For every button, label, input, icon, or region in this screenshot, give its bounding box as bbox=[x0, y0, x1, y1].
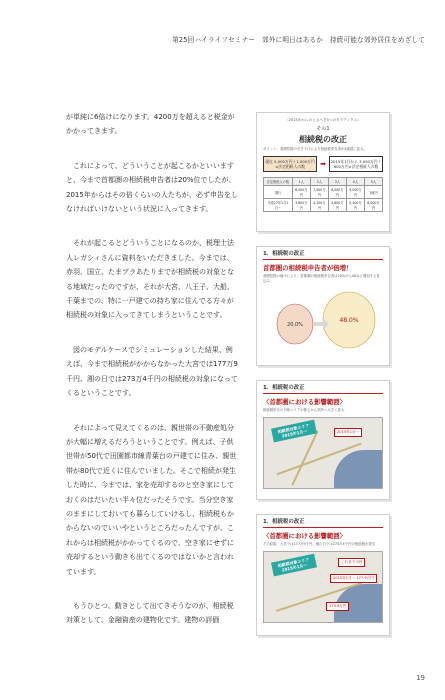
rail-line bbox=[291, 430, 318, 485]
slide-note: ポイント：基礎控除の引き下げにより相続税申告者が4割超に拡大。 bbox=[263, 147, 367, 151]
table-cell: 7,000万円 bbox=[310, 186, 328, 199]
slide-declarants-double bbox=[256, 246, 390, 366]
table-cell: 6,000万円 bbox=[364, 199, 382, 212]
current-deduction-box: 現在 5,000万円＋1,000万円×法定相続人の数 bbox=[263, 156, 317, 172]
table-row bbox=[264, 178, 383, 186]
table-cell: 4,800万円 bbox=[328, 199, 346, 212]
slide-tag: 〈2015年からのとるべき5つのタクティクス〉 bbox=[285, 118, 361, 122]
slide-tax-amounts bbox=[256, 514, 390, 636]
page-number: 19 bbox=[416, 674, 425, 682]
paragraph: それによって見えてくるのは、親世帯の不動産処分が大幅に増えるだろうということです。例えば、子供世帯が50代で田園都市線青葉台の戸建てに住み、親世帯が80代で近くに住んでいました。そこで相続が発生した時に、今までは、家を売却するのと空き家にしておくのはだいたい半々位だったそうです。当分空き家のままにしておいても暮らしていけるし、相続税もかからないのでいいやというところだったんですが、これからは相続税がかかってくるので、空き家にせずに売却するという動きも出てくるのではないかと言われています。 bbox=[66, 423, 237, 576]
deduction-table bbox=[263, 177, 383, 212]
table-cell: 4,200万円 bbox=[310, 199, 328, 212]
slide-note: 相続税申告の対象エリアが都心から郊外へ大きく拡大 bbox=[263, 408, 345, 412]
deduction-comparison bbox=[263, 156, 383, 172]
after-label: 48.0% bbox=[339, 317, 359, 324]
table-cell: 4人 bbox=[346, 178, 364, 186]
table-cell: 6,000万円 bbox=[292, 186, 310, 199]
running-header: 第25回ハイライフセミナー 郊外に明日はあるか 持続可能な郊外居住をめざして bbox=[172, 36, 425, 44]
impact-map bbox=[263, 417, 383, 489]
map-pin-label: 2015年1月〜 bbox=[334, 428, 362, 437]
slide-number: 1．相続税の改正 bbox=[263, 383, 383, 394]
table-cell: 2人 bbox=[310, 178, 328, 186]
arrow-right-icon: ➡ bbox=[320, 160, 326, 168]
area-badge: 相続税対象エリア 2015年1月〜 bbox=[271, 420, 317, 443]
table-cell: 法定相続人の数 bbox=[264, 178, 293, 186]
paragraph: これによって、どういうことが起こるかといいますと、今まで首都圏の相続税申告者は20%位でしたが、2015年からはその倍くらいの人たちが、必ず申告をしなければいけないという状況に入ってきます。 bbox=[66, 161, 238, 214]
map-pin-label: これまで 0円 bbox=[338, 558, 365, 567]
map-pin-label: 273.4万円 bbox=[326, 602, 349, 611]
table-row bbox=[264, 186, 383, 199]
map-pin-label: 2015年1月〜 177.9万円 bbox=[330, 574, 377, 583]
before-label: 20.0% bbox=[287, 322, 303, 328]
table-cell: 5,400万円 bbox=[346, 199, 364, 212]
table-cell: 平成27年1月1日〜 bbox=[264, 199, 293, 212]
paragraph: もうひとつ、動きとして出てきそうなのが、相続税対策として、金融資産の建物化です。建物の評価 bbox=[66, 601, 234, 625]
slide-number: 1．相続税の改正 bbox=[263, 517, 383, 528]
paragraph: が単純に6倍けになります。4200万を超えると税金がかかってきます。 bbox=[66, 113, 235, 136]
slide-impact-area bbox=[256, 380, 390, 500]
declarant-chart-svg bbox=[265, 288, 383, 350]
paragraph: それが起こるとどういうことになるのか、税理士法人レガシィさんに資料をいただきました。今までは、赤羽、国立、たまプラあたりまでが相続税の対象となる地域だったのですが、それが大宮、八王子、大船、千葉までの、特に一戸建ての持ち家に住んでる方々が相続税の対象に入ってきてしまうということです。 bbox=[66, 239, 234, 320]
table-cell: 8,000万円 bbox=[328, 186, 346, 199]
impact-map bbox=[263, 551, 383, 623]
table-row bbox=[264, 199, 383, 212]
body-text bbox=[66, 110, 238, 648]
slide-title: 相続税の改正 bbox=[299, 135, 347, 144]
slide-subtitle: 〈首都圏における影響範囲〉 bbox=[263, 532, 347, 540]
slide-column bbox=[256, 112, 390, 650]
table-cell: 1人 bbox=[292, 178, 310, 186]
table-cell: 3,600万円 bbox=[292, 199, 310, 212]
slide-number: 1．相続税の改正 bbox=[263, 249, 383, 260]
slide-note: 基礎控除の縮小により、首都圏の相続税申告者は20%から40%に増加する見込み bbox=[263, 274, 380, 283]
table-cell: 3人 bbox=[328, 178, 346, 186]
slide-subtitle: 首都圏の相続税申告者が倍増！ bbox=[263, 264, 353, 272]
new-deduction-box: 2015年1月から 3,000万円＋600万円×法定相続人の数 bbox=[329, 156, 383, 172]
bay-area bbox=[334, 450, 382, 488]
table-cell: 現行 bbox=[264, 186, 293, 199]
area-badge: 相続税対象エリア 2015年1月〜 bbox=[271, 554, 317, 577]
table-cell: 5人 bbox=[364, 178, 382, 186]
slide-subtitle: 〈首都圏における影響範囲〉 bbox=[263, 398, 347, 406]
declarant-chart bbox=[265, 288, 381, 350]
table-cell: 9,000万円 bbox=[346, 186, 364, 199]
slide-number: その1 bbox=[316, 126, 330, 132]
slide-note: その結果、大宮では177万9千円、湘の日では273万4千円の相続税が発生 bbox=[263, 542, 376, 546]
paragraph: 図のモデルケースでシミュレーションした結果、例えば、今まで相続税がかからなかった大宮では177万9千円、湘の日では273万4千円の相続税の対象になってくるということです。 bbox=[66, 345, 238, 398]
slide-tax-reform bbox=[256, 112, 390, 232]
table-cell: 1億円 bbox=[364, 186, 382, 199]
